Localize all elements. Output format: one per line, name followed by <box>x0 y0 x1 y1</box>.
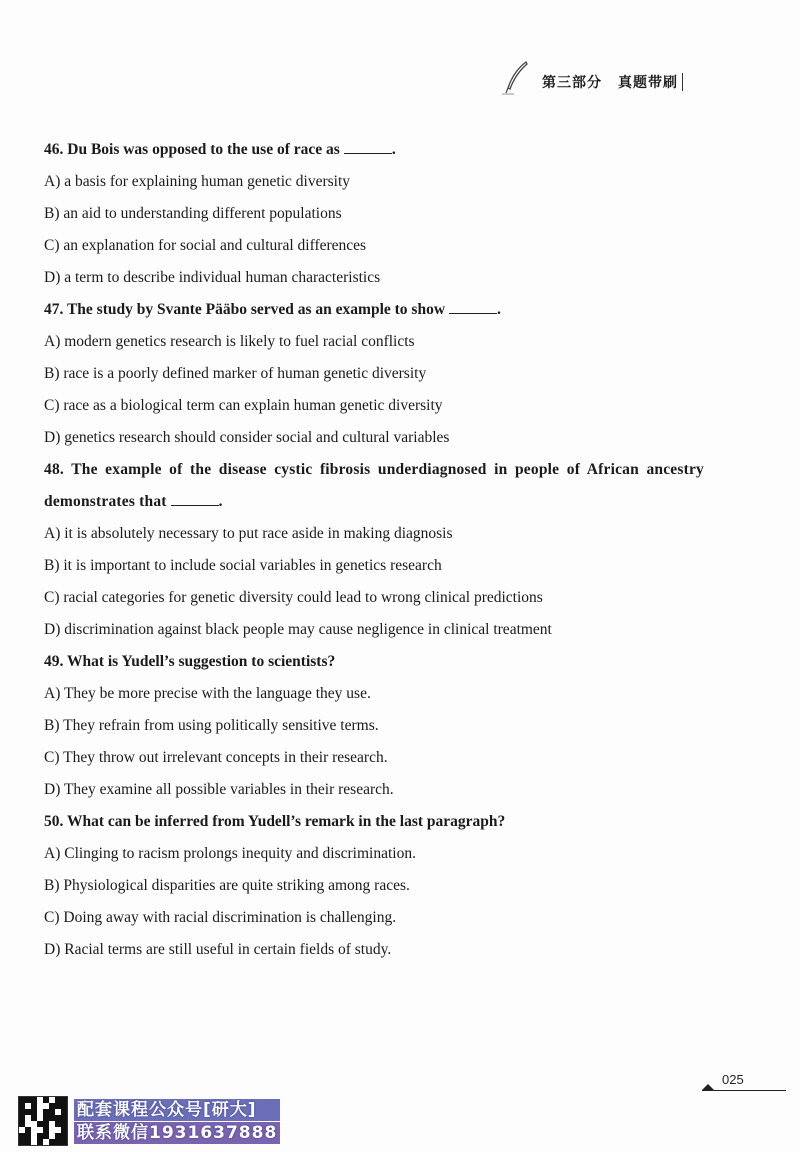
option-c: C) an explanation for social and cultural differences <box>44 237 367 254</box>
question-stem: 46. Du Bois was opposed to the use of race as . <box>44 134 704 166</box>
option-c: C) racial categories for genetic diversity could lead to wrong clinical predictions <box>44 589 543 606</box>
option-b: B) an aid to understanding different populations <box>44 205 342 222</box>
option-d: D) discrimination against black people may cause negligence in clinical treatment <box>44 621 552 638</box>
page-header <box>500 58 710 98</box>
question-48 <box>44 454 704 646</box>
option-a: A) They be more precise with the language they use. <box>44 685 371 702</box>
watermark-line-1: 配套课程公众号[研大] <box>74 1099 280 1121</box>
section-title <box>542 64 678 92</box>
option-c: C) race as a biological term can explain human genetic diversity <box>44 397 443 414</box>
question-list <box>44 134 704 966</box>
option-a: A) a basis for explaining human genetic diversity <box>44 173 351 190</box>
section-name: 第三部分 <box>542 75 602 91</box>
option-b: B) it is important to include social variables in genetics research <box>44 557 442 574</box>
question-stem: 47. The study by Svante Pääbo served as an example to show . <box>44 294 704 326</box>
answer-blank <box>344 137 392 154</box>
option-c: C) Doing away with racial discrimination is challenging. <box>44 909 397 926</box>
question-stem: 50. What can be inferred from Yudell’s remark in the last paragraph? <box>44 813 506 830</box>
question-47 <box>44 294 704 454</box>
question-stem: 49. What is Yudell’s suggestion to scientists? <box>44 653 336 670</box>
subsection-name: 真题带刷 <box>618 75 678 91</box>
option-b: B) Physiological disparities are quite striking among races. <box>44 877 410 894</box>
question-46 <box>44 134 704 294</box>
watermark-text <box>74 1099 280 1144</box>
answer-blank <box>171 489 219 506</box>
option-b: B) race is a poorly defined marker of human genetic diversity <box>44 365 427 382</box>
option-d: D) They examine all possible variables in their research. <box>44 781 394 798</box>
page-number-rule <box>702 1090 786 1091</box>
quill-pen-icon <box>500 60 532 96</box>
question-50 <box>44 806 704 966</box>
option-a: A) modern genetics research is likely to fuel racial conflicts <box>44 333 415 350</box>
page-number: 025 <box>722 1072 744 1087</box>
option-b: B) They refrain from using politically sensitive terms. <box>44 717 379 734</box>
question-49 <box>44 646 704 806</box>
header-divider <box>682 73 683 91</box>
option-d: D) genetics research should consider social and cultural variables <box>44 429 450 446</box>
watermark <box>18 1096 280 1146</box>
option-d: D) a term to describe individual human characteristics <box>44 269 381 286</box>
answer-blank <box>449 297 497 314</box>
qr-code-icon <box>18 1096 68 1146</box>
option-a: A) Clinging to racism prolongs inequity and discrimination. <box>44 845 416 862</box>
option-c: C) They throw out irrelevant concepts in their research. <box>44 749 388 766</box>
option-a: A) it is absolutely necessary to put race aside in making diagnosis <box>44 525 453 542</box>
question-stem: 48. The example of the disease cystic fibrosis underdiagnosed in people of African ancestry demonstrates that . <box>44 461 704 510</box>
watermark-line-2: 联系微信1931637888 <box>74 1122 280 1144</box>
option-d: D) Racial terms are still useful in certain fields of study. <box>44 941 392 958</box>
